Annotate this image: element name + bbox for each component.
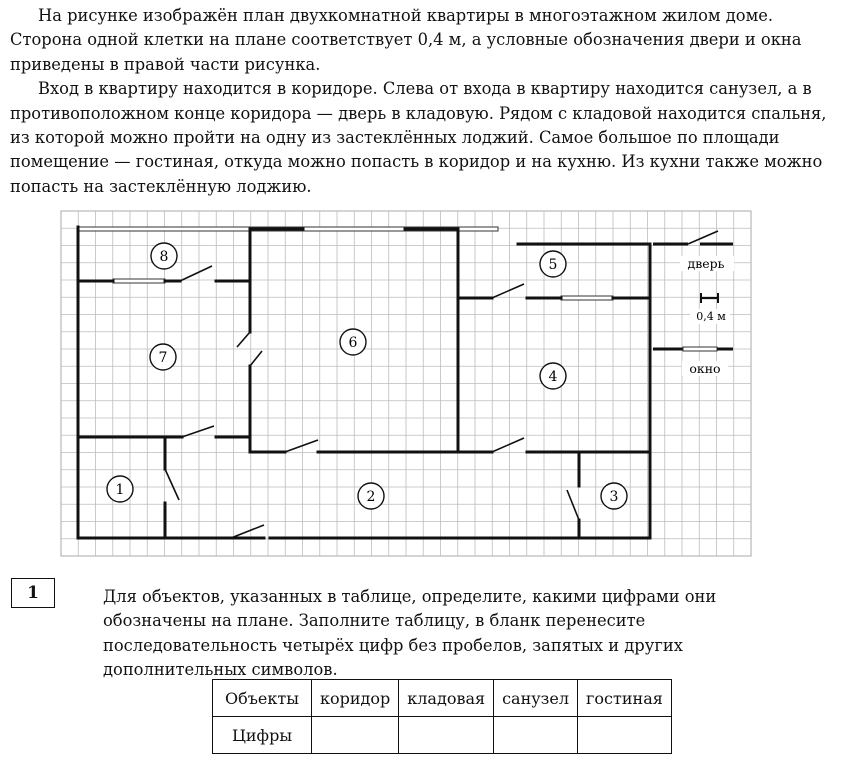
answer-table-header-objects: Объекты bbox=[213, 680, 312, 717]
door-room-8 bbox=[180, 266, 212, 281]
room-1-label: 1 bbox=[115, 482, 125, 498]
window-room-8 bbox=[113, 279, 165, 283]
room-4-label: 4 bbox=[548, 369, 558, 385]
door-room-6-corridor bbox=[285, 440, 318, 452]
room-5-label: 5 bbox=[548, 257, 558, 273]
task-text: Для объектов, указанных в таблице, определите, какими цифрами они обозначены на плане. Заполните таблицу, в бланк перенесите последовательность четырёх цифр без пробелов, запятых и других дополнительных символов. bbox=[103, 587, 717, 680]
door-room-5 bbox=[492, 284, 524, 298]
door-room-6-room-7 bbox=[237, 332, 250, 347]
plan-legend bbox=[653, 231, 734, 376]
door-room-4 bbox=[492, 438, 524, 452]
legend-window-symbol bbox=[683, 347, 717, 351]
door-entrance bbox=[231, 525, 264, 538]
task-number-box bbox=[11, 578, 55, 608]
legend-window-label: окно bbox=[689, 361, 721, 376]
wall-outer-bottom-right bbox=[270, 244, 650, 538]
intro-paragraph-1: На рисунке изображён план двухкомнатной квартиры в многоэтажном жилом доме. Сторона одной клетки на плане соответствует 0,4 м, а условные обозначения двери и окна приведены в правой части рисунка. bbox=[10, 6, 802, 74]
room-7-label: 7 bbox=[158, 350, 168, 366]
task-number: 1 bbox=[27, 583, 39, 603]
legend-scale-label: 0,4 м bbox=[696, 310, 726, 323]
room-3-label: 3 bbox=[609, 489, 619, 505]
window-room-5 bbox=[561, 296, 613, 300]
door-room-6-room-7-b bbox=[250, 351, 262, 366]
wall-room-6-left-lower bbox=[250, 366, 285, 452]
room-2-label: 2 bbox=[366, 489, 376, 505]
answer-cell-living-room[interactable] bbox=[578, 717, 672, 754]
room-6-label: 6 bbox=[348, 335, 358, 351]
answer-table-row-objects bbox=[213, 680, 672, 717]
room-8-label: 8 bbox=[159, 249, 169, 265]
answer-cell-bathroom[interactable] bbox=[494, 717, 578, 754]
wall-outer-left-bottom bbox=[78, 227, 264, 538]
legend-door-swing bbox=[688, 231, 718, 244]
answer-cell-storage[interactable] bbox=[399, 717, 494, 754]
answer-table-row-digits bbox=[213, 717, 672, 754]
legend-door-label: дверь bbox=[687, 256, 725, 271]
intro-paragraph-2: Вход в квартиру находится в коридоре. Слева от входа в квартиру находится санузел, а в противоположном конце коридора — дверь в кладовую. Рядом с кладовой находится спальня, из которой можно пройти на одну из застеклённых лоджий. Самое большое по площади помещение — гостиная, откуда можно попасть в коридор и на кухню. Из кухни также можно попасть на застеклённую лоджию. bbox=[10, 79, 827, 196]
answer-table-col-storage: кладовая bbox=[399, 680, 494, 717]
answer-table-header-digits: Цифры bbox=[213, 717, 312, 754]
window-top-middle bbox=[303, 227, 405, 231]
answer-table-col-bathroom: санузел bbox=[494, 680, 578, 717]
answer-table-col-corridor: коридор bbox=[312, 680, 399, 717]
answer-table bbox=[212, 679, 672, 754]
door-room-1 bbox=[165, 469, 179, 500]
room-labels bbox=[107, 243, 627, 509]
answer-table-col-living-room: гостиная bbox=[578, 680, 672, 717]
answer-cell-corridor[interactable] bbox=[312, 717, 399, 754]
door-room-3 bbox=[567, 490, 579, 520]
